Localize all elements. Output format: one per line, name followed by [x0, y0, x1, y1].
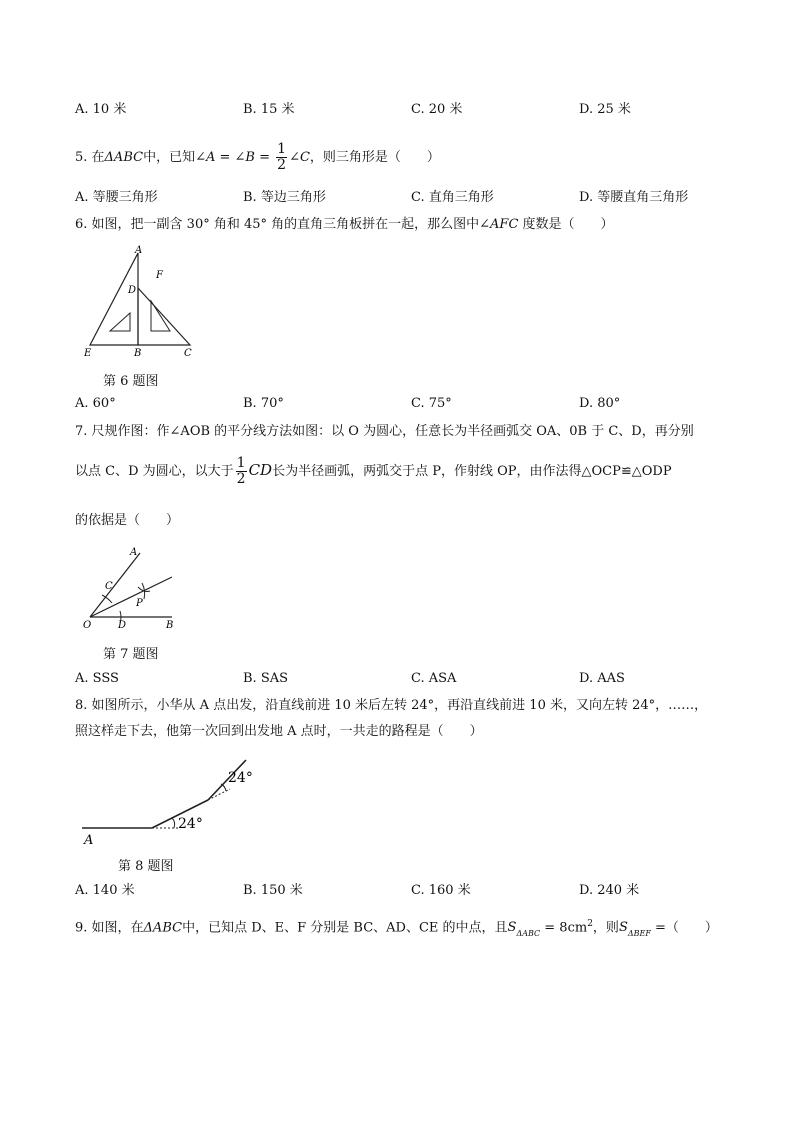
q9-mid2: ，则	[592, 920, 619, 936]
q6-label-b: B	[134, 348, 142, 359]
q5-stem	[75, 142, 440, 173]
q8-figure	[78, 758, 278, 848]
q9-stem	[75, 913, 718, 945]
q5-fraction	[276, 142, 287, 173]
q6-suffix: 度数是（ ）	[518, 217, 614, 232]
q6-stem	[75, 216, 614, 234]
q7-option-d: D. AAS	[579, 671, 625, 686]
q8-line2: 照这样走下去，他第一次回到出发地 A 点时，一共走的路程是（ ）	[75, 724, 483, 739]
q7-caption: 第 7 题图	[103, 647, 159, 662]
q4-option-c: C. 20 米	[411, 102, 463, 117]
q6-label-c: C	[184, 348, 192, 359]
q7-label-o: O	[83, 620, 92, 631]
q7-label-c: C	[105, 581, 113, 592]
q7-line2-b: 长为半径画弧，两弧交于点 P，作射线 OP，由作法得△OCP≌△ODP	[272, 464, 672, 479]
q5-prefix: 5. 在	[75, 150, 105, 165]
q9-prefix: 9. 如图，在	[75, 920, 144, 936]
q7-line1: 7. 尺规作图：作∠AOB 的平分线方法如图：以 O 为圆心，任意长为半径画弧交 OA、0B 于 C、D，再分别	[75, 424, 694, 439]
q6-option-c: C. 75°	[411, 396, 452, 411]
q7-option-b: B. SAS	[243, 671, 289, 686]
q9-s-abc	[507, 920, 541, 939]
q4-option-b: B. 15 米	[243, 102, 295, 117]
q5-frac-num: 1	[277, 141, 287, 157]
q7-frac-den: 2	[236, 471, 246, 487]
q7-ray-oa	[90, 553, 140, 617]
q8-angle-label-2: 24°	[228, 770, 253, 786]
q7-option-a: A. SSS	[75, 671, 119, 686]
q6-label-a: A	[135, 245, 143, 256]
q7-label-d: D	[118, 620, 127, 631]
q6-option-d: D. 80°	[579, 396, 621, 411]
q8-option-c: C. 160 米	[411, 883, 471, 898]
q8-line1: 8. 如图所示，小华从 A 点出发，沿直线前进 10 米后左转 24°，再沿直线前进 10 米，又向左转 24°，……，	[75, 698, 708, 713]
q5-option-d: D. 等腰直角三角形	[579, 190, 689, 205]
q5-option-c: C. 直角三角形	[411, 190, 494, 205]
q9-sup: 2	[587, 919, 593, 929]
q6-option-a: A. 60°	[75, 396, 116, 411]
q9-s-bef-main: S	[618, 920, 628, 936]
q5-suffix: ，则三角形是（ ）	[309, 150, 440, 165]
q6-triangle-45	[138, 288, 190, 345]
q7-figure	[80, 543, 190, 633]
q5-cond1: ∠A = ∠B =	[195, 150, 275, 165]
q7-option-c: C. ASA	[411, 671, 457, 686]
q7-cd: CD	[248, 461, 273, 479]
q6-option-b: B. 70°	[243, 396, 284, 411]
q5-triangle: ΔABC	[104, 150, 144, 165]
q7-line2-a: 以点 C、D 为圆心，以大于	[75, 464, 234, 479]
q6-cutout-right	[151, 301, 170, 331]
q7-fraction	[236, 456, 247, 487]
q5-cond2: ∠C	[289, 150, 310, 165]
q6-label-d: D	[128, 285, 137, 296]
q6-prefix: 6. 如图，把一副含 30° 角和 45° 角的直角三角板拼在一起，那么图中	[75, 217, 480, 232]
q8-option-a: A. 140 米	[75, 883, 135, 898]
q8-extension-2	[208, 789, 230, 800]
q8-caption: 第 8 题图	[118, 859, 174, 874]
q7-frac-num: 1	[236, 455, 246, 471]
q7-line2	[75, 456, 672, 487]
q5-option-a: A. 等腰三角形	[75, 190, 158, 205]
q5-option-b: B. 等边三角形	[243, 190, 326, 205]
q9-mid: 中，已知点 D、E、F 分别是 BC、AD、CE 的中点，且	[182, 920, 508, 936]
q7-label-p: P	[136, 598, 143, 609]
q6-angle: ∠AFC	[479, 217, 519, 232]
q8-angle-arc-1	[172, 818, 175, 828]
q7-line3: 的依据是（ ）	[75, 513, 180, 528]
q6-label-f: F	[156, 270, 163, 281]
q4-option-d: D. 25 米	[579, 102, 631, 117]
q5-mid: 中，已知	[143, 150, 196, 165]
q9-s-bef	[618, 920, 651, 939]
q9-s-abc-main: S	[507, 920, 517, 936]
q9-s-bef-sub: ΔBEF	[627, 929, 651, 939]
q7-label-a: A	[130, 547, 138, 558]
q6-cutout-left	[110, 313, 130, 331]
q9-suffix: =（ ）	[650, 920, 718, 936]
q7-ray-op	[90, 577, 172, 617]
q7-label-b: B	[166, 620, 174, 631]
q9-triangle: ΔABC	[143, 920, 183, 936]
q8-option-b: B. 150 米	[243, 883, 303, 898]
q5-frac-den: 2	[277, 157, 287, 173]
q6-label-e: E	[84, 348, 92, 359]
q8-angle-label-1: 24°	[178, 816, 203, 832]
q8-option-d: D. 240 米	[579, 883, 640, 898]
q9-s-abc-sub: ΔABC	[516, 929, 541, 939]
q8-label-a: A	[84, 833, 94, 848]
q6-caption: 第 6 题图	[103, 374, 159, 389]
q9-eq: = 8cm	[540, 920, 588, 936]
q6-figure	[80, 243, 210, 360]
q4-option-a: A. 10 米	[75, 102, 127, 117]
